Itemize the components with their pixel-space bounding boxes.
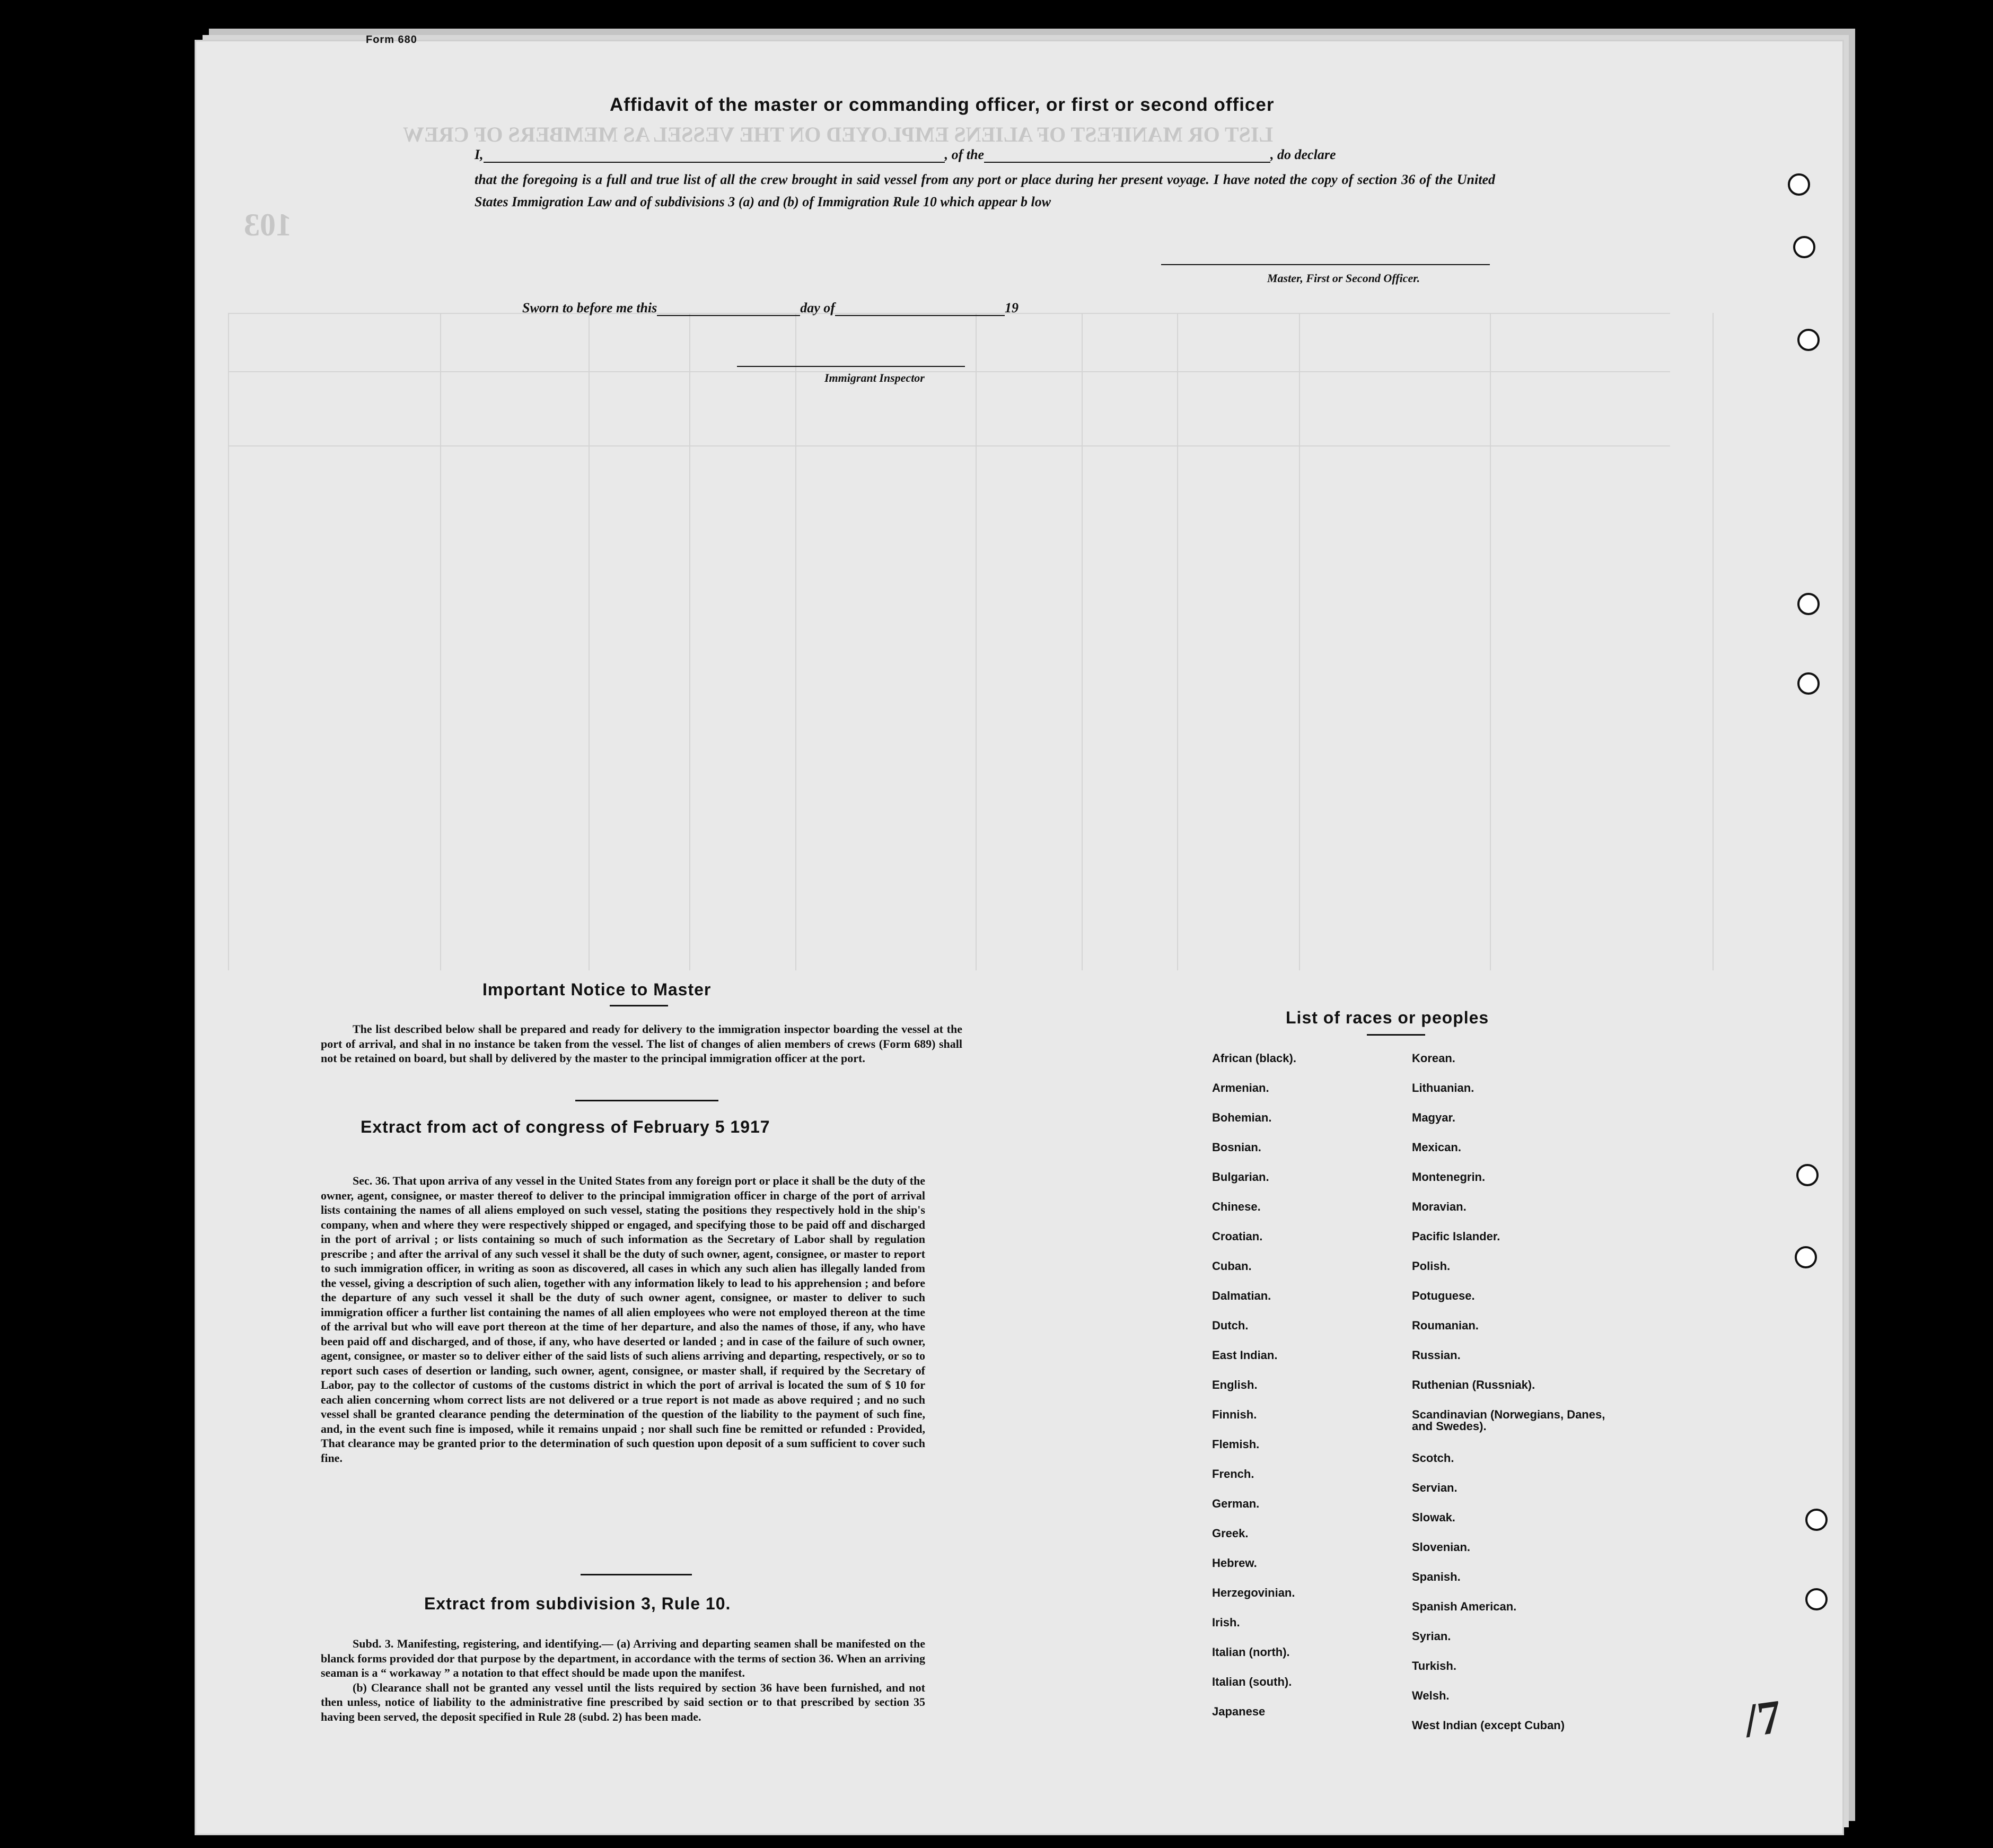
race-item: Lithuanian. <box>1412 1081 1474 1094</box>
handwritten-mark: /7 <box>1741 1690 1785 1748</box>
race-item: Potuguese. <box>1412 1289 1475 1302</box>
race-item: Bohemian. <box>1212 1111 1272 1124</box>
race-item: Japanese <box>1212 1705 1266 1718</box>
race-item: Pacific Islander. <box>1412 1230 1500 1243</box>
affiant-name-blank[interactable] <box>484 162 945 163</box>
rule-extract-body <box>321 1636 925 1724</box>
sworn-year: 19 <box>1004 300 1019 316</box>
race-item: Roumanian. <box>1412 1319 1479 1332</box>
notice-title-rule <box>610 1005 668 1006</box>
races-title: List of races or peoples <box>1286 1008 1489 1027</box>
binder-hole <box>1797 329 1820 351</box>
race-item: English. <box>1212 1378 1258 1391</box>
race-item: Dalmatian. <box>1212 1289 1271 1302</box>
races-title-rule <box>1367 1034 1425 1036</box>
binder-hole <box>1797 593 1820 615</box>
race-item: German. <box>1212 1497 1260 1510</box>
race-item: African (black). <box>1212 1052 1296 1065</box>
affidavit-i-label: I, <box>475 147 484 162</box>
race-item: Croatian. <box>1212 1230 1263 1243</box>
race-item: Bosnian. <box>1212 1141 1261 1154</box>
race-item: West Indian (except Cuban) <box>1412 1719 1565 1732</box>
race-item: Turkish. <box>1412 1659 1456 1672</box>
race-item: Slovenian. <box>1412 1540 1471 1554</box>
race-item: Syrian. <box>1412 1630 1451 1643</box>
inspector-signature-line[interactable] <box>737 366 965 367</box>
sworn-date-blank[interactable] <box>657 315 800 316</box>
notice-title: Important Notice to Master <box>482 980 712 999</box>
race-item: Hebrew. <box>1212 1556 1257 1570</box>
race-item: Slowak. <box>1412 1511 1455 1524</box>
binder-hole <box>1795 1246 1817 1268</box>
race-item: Chinese. <box>1212 1200 1261 1213</box>
form-number: Form 680 <box>366 34 417 46</box>
race-item: Flemish. <box>1212 1438 1260 1451</box>
sworn-prefix: Sworn to before me this <box>522 300 657 316</box>
notice-body: The list described below shall be prepared and ready for delivery to the immigration inspector boarding the vessel at the port of arrival, and shal in no instance be taken from the vessel. The list of changes of alien members of crews (Form 689) shall not be retained on board, but shall by delivered by the master to the principal immigration officer at the port. <box>321 1022 962 1065</box>
race-item: Italian (north). <box>1212 1645 1290 1659</box>
binder-hole <box>1788 173 1810 196</box>
race-item: Welsh. <box>1412 1689 1450 1702</box>
affidavit-declare-label: , do declare <box>1270 147 1336 162</box>
binder-hole <box>1805 1509 1828 1531</box>
race-item: Spanish American. <box>1412 1600 1517 1613</box>
race-item: Magyar. <box>1412 1111 1455 1124</box>
sworn-month-blank[interactable] <box>835 315 1005 316</box>
race-item: Italian (south). <box>1212 1675 1292 1688</box>
race-item: Russian. <box>1412 1348 1461 1362</box>
sworn-day-label: day of <box>800 300 835 316</box>
inspector-label: Immigrant Inspector <box>824 371 925 384</box>
race-item: Servian. <box>1412 1481 1458 1494</box>
race-item: Korean. <box>1412 1052 1455 1065</box>
rule-extract-title: Extract from subdivision 3, Rule 10. <box>424 1594 731 1613</box>
race-item: French. <box>1212 1467 1254 1481</box>
race-item: Scotch. <box>1412 1451 1454 1465</box>
act-extract-body: Sec. 36. That upon arriva of any vessel in the United States from any foreign port or place it shall be the duty of the owner, agent, consignee, or master thereof to deliver to the principal immigration officer in charge of the port of arrival lists containing the names of all aliens employed on such vessel, stating the positions they respectively hold in the ship's company, when and where they were respectively shipped or engaged, and specifying those to be paid off and discharged in the port of arrival ; or lists containing so much of such information as the Secretary of Labor shall by regulation prescribe ; and after the arrival of any such vessel it shall be the duty of such owner, agent, consignee, or master to report to such immigration officer, in writing as soon as discovered, all cases in which any such alien has illegally landed from the vessel, giving a description of such alien, together with any information likely to lead to his apprehension ; and before the departure of any such vessel it shall be the duty of such owner agent, consignee, or master to deliver to such immigration officer a further list containing the names of all alien employees who were not employed thereon at the time of the arrival but who will eave port thereon at the time of her departure, and also the names of those, if any, who have been paid off and discharged, and of those, if any, who have deserted or landed ; and in case of the failure of such owner, agent, consignee, or master so to deliver either of the said lists of such aliens arriving and departing, respectively, or so to report such cases of desertion or landing, such owner, agent, consignee, or master shall, if required by the Secretary of Labor, pay to the collector of customs of the customs district in which the port of arrival is located the sum of $ 10 for each alien concerning whom correct lists are not delivered or a true report is not made as above required ; and no such vessel shall be granted clearance pending the determination of the question of the liability to the payment of such fine, and, in the event such fine is imposed, while it remains unpaid ; nor shall such fine be remitted or refunded : Provided, That clearance may be granted prior to the determination of such question upon deposit of a sum sufficient to cover such fine. <box>321 1174 925 1465</box>
rule-para-a: Subd. 3. Manifesting, registering, and identifying.— (a) Arriving and departing seamen shall be manifested on the blanck forms provided dor that purpose by the department, in accordance with the terms of section 36. When an arriving seaman is a “ workaway ” a notation to that effect should be made upon the manifest. <box>321 1637 925 1679</box>
race-item: East Indian. <box>1212 1348 1278 1362</box>
binder-hole <box>1796 1164 1819 1186</box>
binder-hole <box>1805 1588 1828 1610</box>
races-left-column <box>1212 1053 1296 1736</box>
race-item: Armenian. <box>1212 1081 1269 1094</box>
bleed-through-heading: LIST OR MANIFEST OF ALIENS EMPLOYED ON THE VESSEL AS MEMBERS OF CREW <box>403 122 1274 146</box>
affidavit-declaration-line <box>475 147 1495 163</box>
race-item: Ruthenian (Russniak). <box>1412 1378 1535 1391</box>
notice-divider <box>575 1100 718 1101</box>
race-item: Finnish. <box>1212 1408 1257 1421</box>
sworn-line <box>522 300 1158 316</box>
race-item: Spanish. <box>1412 1570 1461 1583</box>
race-item: Cuban. <box>1212 1259 1252 1273</box>
affidavit-title: Affidavit of the master or commanding officer, or first or second officer <box>610 94 1275 115</box>
race-item: Bulgarian. <box>1212 1170 1269 1184</box>
signature-line[interactable] <box>1161 264 1490 265</box>
affidavit-body: that the foregoing is a full and true list of all the crew brought in said vessel from any port or place during her present voyage. I have noted the copy of section 36 of the United States Immigration Law and of subdivisions 3 (a) and (b) of Immigration Rule 10 which appear b low <box>475 172 1495 209</box>
race-item: Mexican. <box>1412 1141 1461 1154</box>
affidavit-of-label: , of the <box>944 147 985 162</box>
rule-para-b: (b) Clearance shall not be granted any vessel until the lists required by section 36 have been furnished, and not then unless, notice of liability to the administrative fine prescribed by said section or to that prescribed by section 35 having been served, the deposit specified in Rule 28 (subd. 2) has been made. <box>321 1680 925 1723</box>
races-right-column <box>1412 1053 1624 1749</box>
signature-label: Master, First or Second Officer. <box>1267 271 1420 285</box>
binder-hole <box>1793 236 1815 258</box>
race-item: Irish. <box>1212 1616 1240 1629</box>
race-item: Moravian. <box>1412 1200 1467 1213</box>
act-extract-title: Extract from act of congress of February 5 1917 <box>361 1117 770 1136</box>
race-item: Dutch. <box>1212 1319 1249 1332</box>
vessel-name-blank[interactable] <box>984 162 1270 163</box>
race-item: Scandinavian (Norwegians, Danes, and Swedes). <box>1412 1408 1605 1433</box>
binder-hole <box>1797 672 1820 695</box>
act-divider <box>581 1574 692 1575</box>
race-item: Greek. <box>1212 1527 1249 1540</box>
race-item: Montenegrin. <box>1412 1170 1486 1184</box>
race-item: Herzegovinian. <box>1212 1586 1295 1599</box>
race-item: Polish. <box>1412 1259 1451 1273</box>
bleed-through-page-number: 103 <box>244 207 292 242</box>
